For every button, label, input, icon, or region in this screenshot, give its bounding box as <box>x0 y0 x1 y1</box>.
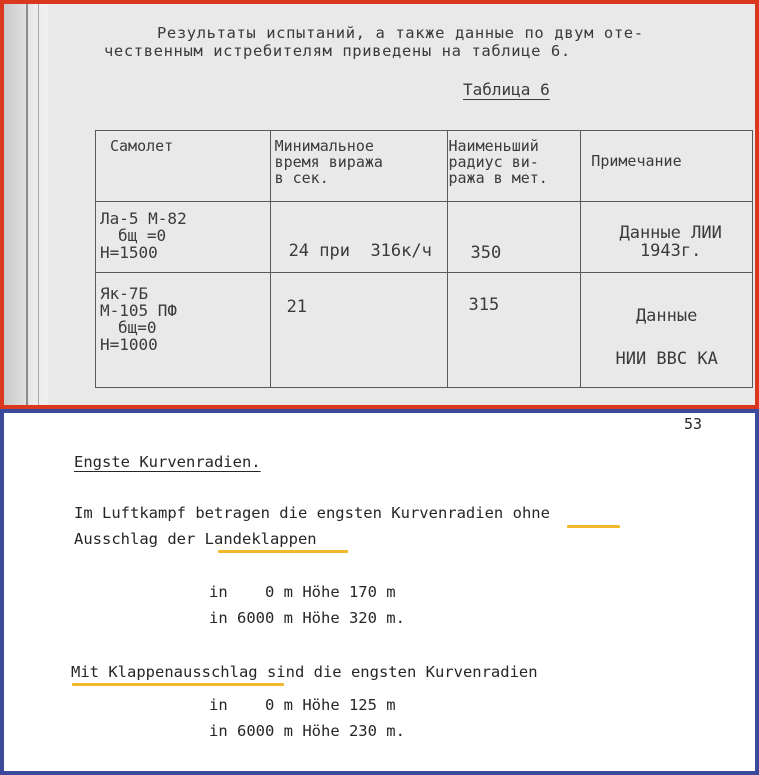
binding-line <box>26 4 28 405</box>
highlight-underline <box>72 683 284 686</box>
binding-line <box>38 4 39 405</box>
radius-line: in 0 m Höhe 125 m <box>209 696 396 714</box>
cell-note: Данные НИИ ВВС КА <box>581 273 753 388</box>
highlight-underline <box>567 525 620 528</box>
cell-note: Данные ЛИИ 1943г. <box>581 202 753 273</box>
table-row <box>96 202 753 273</box>
table-header-row <box>96 131 753 202</box>
highlight-landeklappen: Landeklappen <box>204 530 317 548</box>
radius-line: in 6000 m Höhe 320 m. <box>209 609 405 627</box>
radius-line: in 0 m Höhe 170 m <box>209 583 396 601</box>
highlight-ohne: ohne <box>512 504 550 522</box>
ru-turn-data-table <box>95 130 753 388</box>
table-row <box>96 273 753 388</box>
header-note: Примечание <box>581 131 753 202</box>
cell-min-turn-radius: 350 <box>448 202 581 273</box>
cell-min-turn-time: 21 <box>270 273 448 388</box>
para1-line2: Ausschlag der Landeklappen <box>74 530 317 548</box>
highlight-klappenausschlag: Mit Klappenausschlag <box>71 663 258 681</box>
header-min-turn-radius: Наименьший радиус ви- ража в мет. <box>448 131 581 202</box>
highlight-underline <box>218 550 348 553</box>
para1-line1: Im Luftkampf betragen die engsten Kurvenradien ohne <box>74 504 550 522</box>
header-aircraft: Самолет <box>96 131 271 202</box>
cell-min-turn-time: 24 при 316к/ч <box>270 202 448 273</box>
cell-min-turn-radius: 315 <box>448 273 581 388</box>
page-binding-shadow <box>4 4 48 405</box>
ru-table-caption: Таблица 6 <box>463 80 550 99</box>
ru-paragraph-line-2: чественным истребителям приведены на таблице 6. <box>104 42 571 60</box>
cell-aircraft: Як-7Б М-105 ПФ бщ=0 Н=1000 <box>96 273 271 388</box>
ru-paragraph-line-1: Результаты испытаний, а также данные по двум оте- <box>157 24 644 42</box>
page-number: 53 <box>684 415 703 433</box>
section-title: Engste Kurvenradien. <box>74 453 261 471</box>
radius-line: in 6000 m Höhe 230 m. <box>209 722 405 740</box>
para2-line: Mit Klappenausschlag sind die engsten Kurvenradien <box>71 663 538 681</box>
german-typescript-panel <box>0 409 759 775</box>
cell-aircraft: Ла-5 М-82 бщ =0 Н=1500 <box>96 202 271 273</box>
header-min-turn-time: Минимальное время виража в сек. <box>270 131 448 202</box>
